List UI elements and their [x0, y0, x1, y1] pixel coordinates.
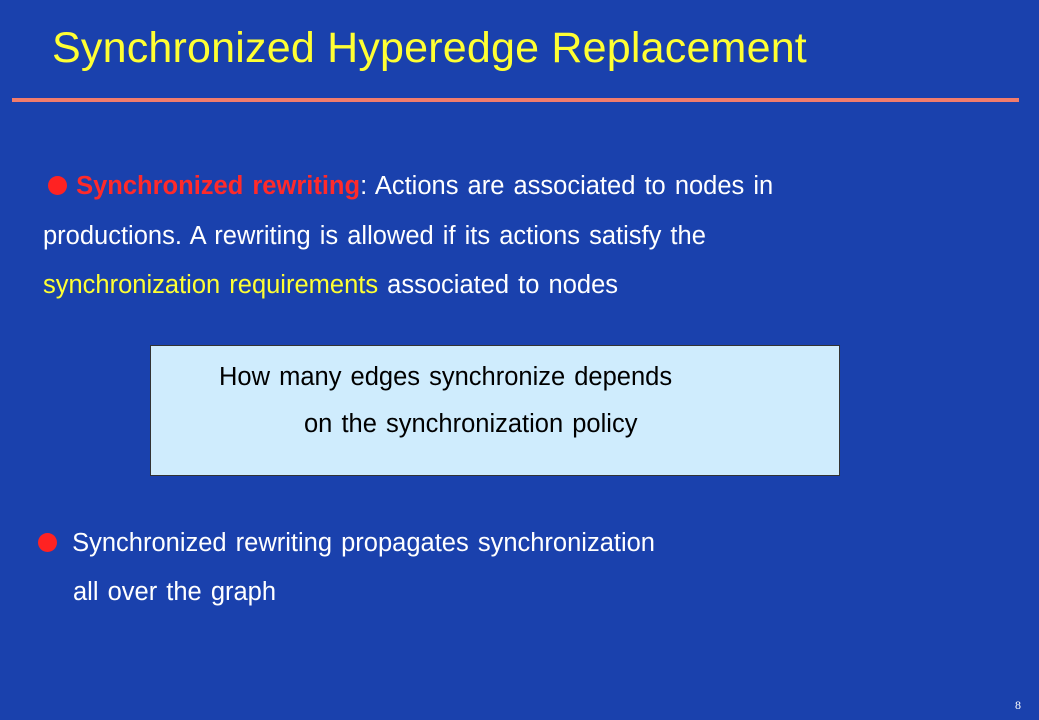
- bullet1-after-term: : Actions are associated to nodes in: [360, 172, 774, 200]
- title-underline: [12, 98, 1019, 102]
- bullet-dot-icon: [38, 533, 57, 552]
- bullet2-line2: all over the graph: [73, 578, 277, 606]
- bullet1-term: Synchronized rewriting: [76, 172, 361, 200]
- bullet-dot-icon: [48, 176, 67, 195]
- slide-title: Synchronized Hyperedge Replacement: [52, 24, 807, 72]
- callout-box: [150, 345, 840, 476]
- bullet2-line1: [38, 529, 655, 558]
- bullet1-after-highlight: associated to nodes: [378, 271, 619, 299]
- bullet1-line2: productions. A rewriting is allowed if its actions satisfy the: [43, 222, 706, 250]
- bullet1-line3: [43, 271, 618, 300]
- callout-line1: How many edges synchronize depends: [219, 363, 673, 391]
- callout-line2: on the synchronization policy: [304, 410, 638, 438]
- bullet2-text: Synchronized rewriting propagates synchronization: [72, 529, 655, 557]
- bullet1-line1: [48, 172, 773, 201]
- page-number: 8: [1015, 698, 1021, 712]
- bullet1-highlight: synchronization requirements: [43, 271, 379, 299]
